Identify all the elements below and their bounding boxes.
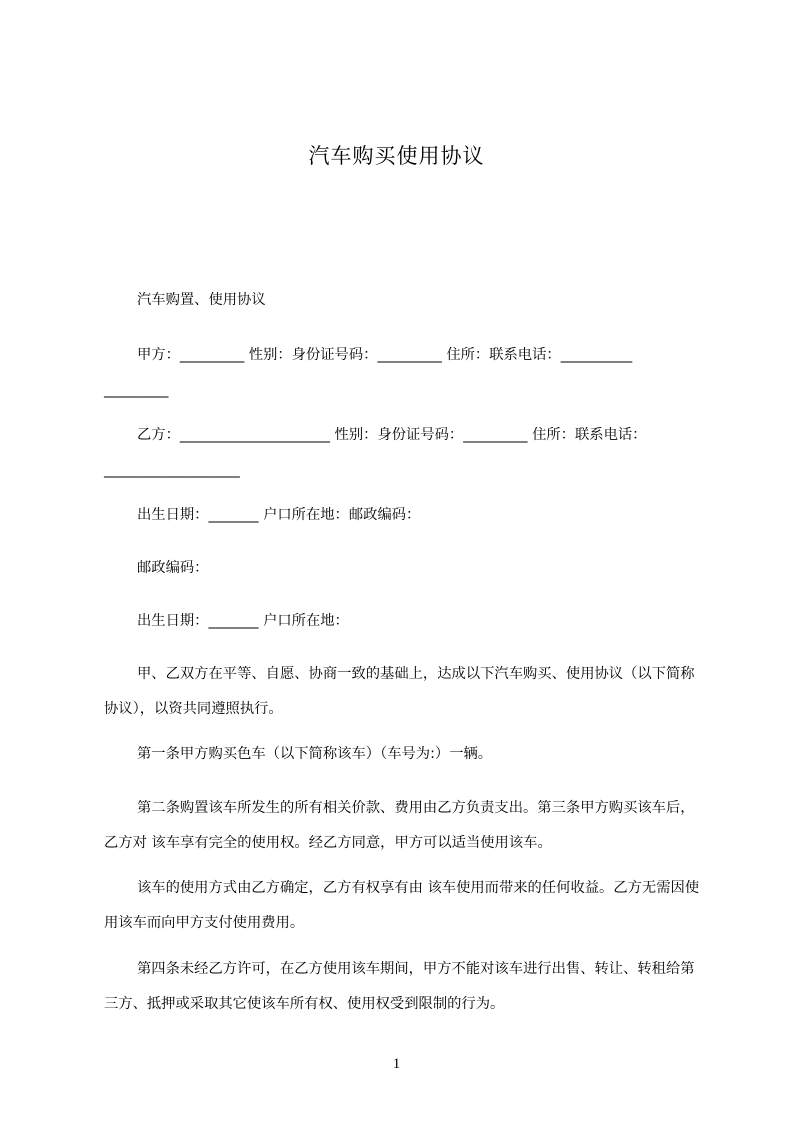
- paragraph-preamble: 甲、乙双方在平等、自愿、协商一致的基础上，达成以下汽车购买、使用协议（以下简称协议），以资共同遵照执行。: [104, 666, 695, 717]
- paragraph-article-4: 第四条未经乙方许可，在乙方使用该车期间，甲方不能对该车进行出售、转让、转租给第三方、抵押或采取其它使该车所有权、使用权受到限制的行为。: [104, 961, 695, 1012]
- paragraph-postal-code: 邮政编码：: [137, 560, 209, 576]
- paragraph-party-b: 乙方：_____________________ 性别：身份证号码：_________ 住所：联系电话：___________________: [104, 427, 647, 478]
- paragraph-article-2-3: 第二条购置该车所发生的所有相关价款、费用由乙方负责支出。第三条甲方购买该车后，乙方对 该车享有完全的使用权。经乙方同意，甲方可以适当使用该车。: [104, 800, 695, 851]
- document-title: 汽车购买使用协议: [308, 144, 485, 168]
- paragraph-heading: 汽车购置、使用协议: [137, 292, 266, 308]
- paragraph-party-a: 甲方：_________ 性别：身份证号码：_________ 住所：联系电话：__________ _________: [104, 347, 633, 398]
- paragraph-birth-date-1: 出生日期：_______ 户口所在地：邮政编码：: [137, 507, 421, 523]
- page-number: 1: [392, 1056, 401, 1072]
- paragraph-birth-date-2: 出生日期：_______ 户口所在地：: [137, 613, 349, 629]
- paragraph-article-1: 第一条甲方购买色车（以下简称该车）（车号为:）一辆。: [137, 746, 493, 762]
- paragraph-usage: 该车的使用方式由乙方确定，乙方有权享有由 该车使用而带来的任何收益。乙方无需因使用该车而向甲方支付使用费用。: [104, 880, 700, 931]
